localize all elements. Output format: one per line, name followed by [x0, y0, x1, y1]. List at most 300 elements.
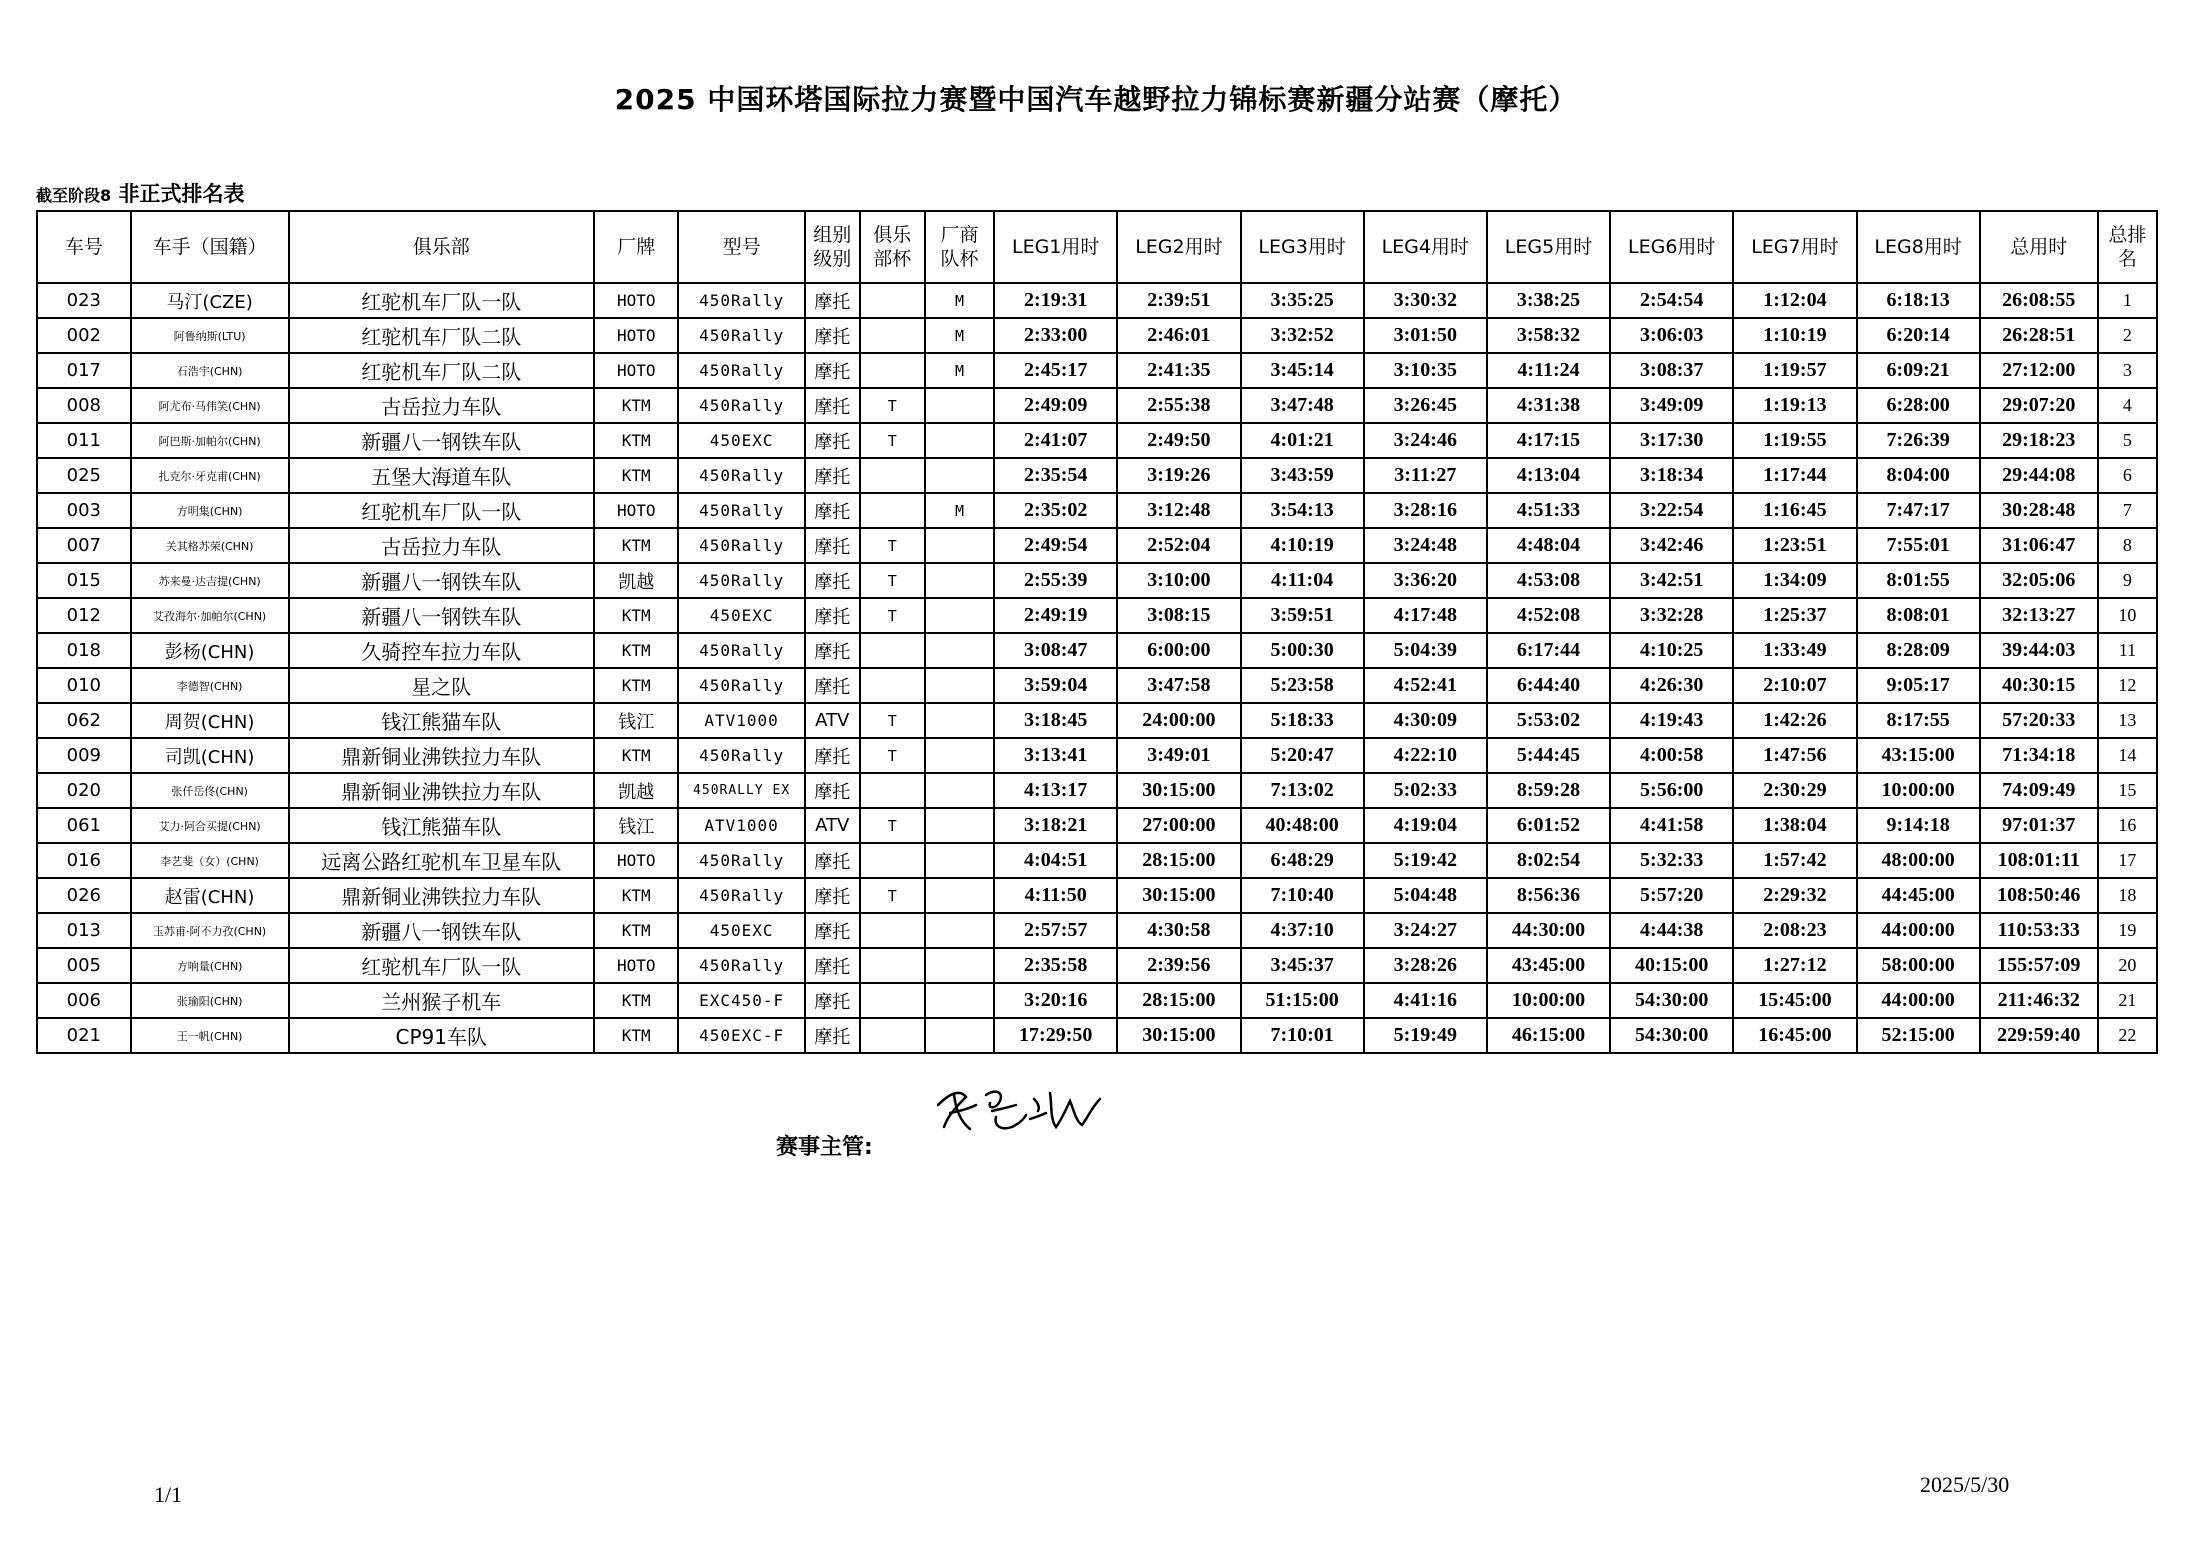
- leg8-cell: 6:09:21: [1857, 353, 1980, 388]
- club-cell: 兰州猴子机车: [289, 983, 594, 1018]
- brand-cell: KTM: [594, 458, 679, 493]
- car-no-cell: 013: [37, 913, 131, 948]
- table-row: [37, 388, 2157, 423]
- rank-cell: 18: [2098, 878, 2157, 913]
- car-no-cell: 026: [37, 878, 131, 913]
- rank-cell: 7: [2098, 493, 2157, 528]
- leg1-cell: 3:59:04: [994, 668, 1117, 703]
- total-cell: 26:08:55: [1980, 283, 2098, 318]
- group-cell: 摩托: [805, 668, 860, 703]
- mfr-team-cell: [925, 458, 994, 493]
- table-row: [37, 283, 2157, 318]
- club-cup-cell: [860, 668, 925, 703]
- rank-cell: 21: [2098, 983, 2157, 1018]
- model-cell: 450EXC: [678, 423, 804, 458]
- club-cell: 鼎新铜业沸铁拉力车队: [289, 773, 594, 808]
- rider-cell: 石浩宇(CHN): [131, 353, 289, 388]
- leg5-cell: 46:15:00: [1487, 1018, 1610, 1053]
- car-no-cell: 023: [37, 283, 131, 318]
- mfr-team-cell: [925, 808, 994, 843]
- leg6-cell: 3:42:51: [1610, 563, 1733, 598]
- leg5-cell: 5:53:02: [1487, 703, 1610, 738]
- leg3-cell: 3:45:37: [1241, 948, 1364, 983]
- rank-cell: 4: [2098, 388, 2157, 423]
- leg7-cell: 1:19:13: [1733, 388, 1856, 423]
- leg8-cell: 8:28:09: [1857, 633, 1980, 668]
- leg3-cell: 3:45:14: [1241, 353, 1364, 388]
- col-leg8: LEG8用时: [1857, 211, 1980, 283]
- table-row: [37, 738, 2157, 773]
- rider-cell: 王一帆(CHN): [131, 1018, 289, 1053]
- leg2-cell: 4:30:58: [1117, 913, 1240, 948]
- leg2-cell: 30:15:00: [1117, 878, 1240, 913]
- model-cell: 450Rally: [678, 353, 804, 388]
- leg4-cell: 5:19:42: [1364, 843, 1487, 878]
- rider-cell: 彭杨(CHN): [131, 633, 289, 668]
- leg3-cell: 5:20:47: [1241, 738, 1364, 773]
- club-cell: 五堡大海道车队: [289, 458, 594, 493]
- leg1-cell: 3:08:47: [994, 633, 1117, 668]
- leg2-cell: 24:00:00: [1117, 703, 1240, 738]
- total-cell: 97:01:37: [1980, 808, 2098, 843]
- leg3-cell: 51:15:00: [1241, 983, 1364, 1018]
- rank-cell: 20: [2098, 948, 2157, 983]
- car-no-cell: 012: [37, 598, 131, 633]
- brand-cell: 钱江: [594, 808, 679, 843]
- mfr-team-cell: [925, 563, 994, 598]
- leg5-cell: 6:01:52: [1487, 808, 1610, 843]
- col-rank-l2: 名: [2117, 248, 2137, 270]
- leg3-cell: 6:48:29: [1241, 843, 1364, 878]
- brand-cell: HOTO: [594, 948, 679, 983]
- leg3-cell: 40:48:00: [1241, 808, 1364, 843]
- group-cell: 摩托: [805, 843, 860, 878]
- leg8-cell: 6:28:00: [1857, 388, 1980, 423]
- leg8-cell: 44:45:00: [1857, 878, 1980, 913]
- rank-cell: 16: [2098, 808, 2157, 843]
- col-leg6: LEG6用时: [1610, 211, 1733, 283]
- model-cell: 450Rally: [678, 493, 804, 528]
- car-no-cell: 003: [37, 493, 131, 528]
- leg1-cell: 3:18:21: [994, 808, 1117, 843]
- model-cell: 450Rally: [678, 388, 804, 423]
- club-cup-cell: T: [860, 808, 925, 843]
- club-cell: 红驼机车厂队一队: [289, 493, 594, 528]
- car-no-cell: 015: [37, 563, 131, 598]
- leg6-cell: 4:26:30: [1610, 668, 1733, 703]
- car-no-cell: 006: [37, 983, 131, 1018]
- col-rank: [2098, 211, 2157, 283]
- model-cell: 450Rally: [678, 528, 804, 563]
- leg6-cell: 4:19:43: [1610, 703, 1733, 738]
- club-cell: 远离公路红驼机车卫星车队: [289, 843, 594, 878]
- leg4-cell: 4:30:09: [1364, 703, 1487, 738]
- model-cell: 450EXC: [678, 598, 804, 633]
- mfr-team-cell: [925, 878, 994, 913]
- group-cell: 摩托: [805, 1018, 860, 1053]
- brand-cell: KTM: [594, 423, 679, 458]
- club-cell: 红驼机车厂队一队: [289, 283, 594, 318]
- leg7-cell: 1:17:44: [1733, 458, 1856, 493]
- leg4-cell: 3:36:20: [1364, 563, 1487, 598]
- model-cell: 450Rally: [678, 878, 804, 913]
- leg2-cell: 2:39:51: [1117, 283, 1240, 318]
- group-cell: 摩托: [805, 318, 860, 353]
- col-mfr-team-l1: 厂商: [940, 224, 979, 246]
- col-group-l2: 级别: [813, 248, 852, 270]
- leg8-cell: 48:00:00: [1857, 843, 1980, 878]
- rider-cell: 艾力·阿合买提(CHN): [131, 808, 289, 843]
- leg7-cell: 2:08:23: [1733, 913, 1856, 948]
- brand-cell: 凯越: [594, 773, 679, 808]
- leg6-cell: 4:44:38: [1610, 913, 1733, 948]
- mfr-team-cell: [925, 388, 994, 423]
- club-cell: 新疆八一钢铁车队: [289, 423, 594, 458]
- leg7-cell: 1:38:04: [1733, 808, 1856, 843]
- col-car-no: 车号: [37, 211, 131, 283]
- leg6-cell: 54:30:00: [1610, 1018, 1733, 1053]
- brand-cell: KTM: [594, 633, 679, 668]
- mfr-team-cell: M: [925, 353, 994, 388]
- club-cup-cell: T: [860, 878, 925, 913]
- col-club: 俱乐部: [289, 211, 594, 283]
- leg4-cell: 3:26:45: [1364, 388, 1487, 423]
- leg4-cell: 3:28:16: [1364, 493, 1487, 528]
- leg4-cell: 3:30:32: [1364, 283, 1487, 318]
- car-no-cell: 009: [37, 738, 131, 773]
- total-cell: 211:46:32: [1980, 983, 2098, 1018]
- page-number: 1/1: [154, 1482, 183, 1507]
- model-cell: 450Rally: [678, 633, 804, 668]
- table-row: [37, 563, 2157, 598]
- club-cell: 鼎新铜业沸铁拉力车队: [289, 878, 594, 913]
- leg7-cell: 2:29:32: [1733, 878, 1856, 913]
- club-cell: 新疆八一钢铁车队: [289, 563, 594, 598]
- leg8-cell: 9:05:17: [1857, 668, 1980, 703]
- club-cup-cell: T: [860, 528, 925, 563]
- leg5-cell: 4:11:24: [1487, 353, 1610, 388]
- leg5-cell: 4:13:04: [1487, 458, 1610, 493]
- leg6-cell: 3:08:37: [1610, 353, 1733, 388]
- leg3-cell: 5:23:58: [1241, 668, 1364, 703]
- brand-cell: KTM: [594, 388, 679, 423]
- leg2-cell: 6:00:00: [1117, 633, 1240, 668]
- club-cup-cell: T: [860, 738, 925, 773]
- leg1-cell: 2:55:39: [994, 563, 1117, 598]
- table-row: [37, 703, 2157, 738]
- rank-cell: 13: [2098, 703, 2157, 738]
- leg8-cell: 58:00:00: [1857, 948, 1980, 983]
- rank-cell: 2: [2098, 318, 2157, 353]
- rider-cell: 扎克尔·牙克甫(CHN): [131, 458, 289, 493]
- car-no-cell: 021: [37, 1018, 131, 1053]
- club-cup-cell: [860, 633, 925, 668]
- mfr-team-cell: [925, 913, 994, 948]
- mfr-team-cell: [925, 983, 994, 1018]
- subtitle: [36, 178, 244, 208]
- leg1-cell: 2:49:09: [994, 388, 1117, 423]
- rider-cell: 李德智(CHN): [131, 668, 289, 703]
- leg1-cell: 2:35:58: [994, 948, 1117, 983]
- leg8-cell: 7:47:17: [1857, 493, 1980, 528]
- rank-cell: 22: [2098, 1018, 2157, 1053]
- leg4-cell: 4:17:48: [1364, 598, 1487, 633]
- total-cell: 57:20:33: [1980, 703, 2098, 738]
- leg2-cell: 30:15:00: [1117, 1018, 1240, 1053]
- brand-cell: KTM: [594, 738, 679, 773]
- leg6-cell: 5:32:33: [1610, 843, 1733, 878]
- leg4-cell: 3:01:50: [1364, 318, 1487, 353]
- leg5-cell: 4:48:04: [1487, 528, 1610, 563]
- leg2-cell: 30:15:00: [1117, 773, 1240, 808]
- brand-cell: HOTO: [594, 283, 679, 318]
- leg7-cell: 1:34:09: [1733, 563, 1856, 598]
- handwritten-signature-icon: [930, 1075, 1110, 1145]
- brand-cell: KTM: [594, 1018, 679, 1053]
- leg1-cell: 4:11:50: [994, 878, 1117, 913]
- mfr-team-cell: M: [925, 493, 994, 528]
- leg3-cell: 4:37:10: [1241, 913, 1364, 948]
- leg6-cell: 54:30:00: [1610, 983, 1733, 1018]
- leg4-cell: 5:04:48: [1364, 878, 1487, 913]
- leg2-cell: 2:52:04: [1117, 528, 1240, 563]
- rider-cell: 张仟岳佟(CHN): [131, 773, 289, 808]
- group-cell: 摩托: [805, 948, 860, 983]
- col-total: 总用时: [1980, 211, 2098, 283]
- leg8-cell: 8:04:00: [1857, 458, 1980, 493]
- table-row: [37, 318, 2157, 353]
- club-cell: 红驼机车厂队二队: [289, 353, 594, 388]
- mfr-team-cell: [925, 598, 994, 633]
- leg6-cell: 3:42:46: [1610, 528, 1733, 563]
- leg4-cell: 5:04:39: [1364, 633, 1487, 668]
- leg6-cell: 4:41:58: [1610, 808, 1733, 843]
- leg2-cell: 2:39:56: [1117, 948, 1240, 983]
- leg4-cell: 3:24:48: [1364, 528, 1487, 563]
- results-table: [36, 210, 2158, 1054]
- total-cell: 108:50:46: [1980, 878, 2098, 913]
- rider-cell: 艾孜海尔·加帕尔(CHN): [131, 598, 289, 633]
- leg6-cell: 40:15:00: [1610, 948, 1733, 983]
- car-no-cell: 007: [37, 528, 131, 563]
- leg2-cell: 3:47:58: [1117, 668, 1240, 703]
- table-row: [37, 983, 2157, 1018]
- club-cup-cell: T: [860, 598, 925, 633]
- total-cell: 29:44:08: [1980, 458, 2098, 493]
- total-cell: 27:12:00: [1980, 353, 2098, 388]
- model-cell: 450Rally: [678, 458, 804, 493]
- col-leg1: LEG1用时: [994, 211, 1117, 283]
- model-cell: 450EXC-F: [678, 1018, 804, 1053]
- total-cell: 29:18:23: [1980, 423, 2098, 458]
- group-cell: 摩托: [805, 493, 860, 528]
- total-cell: 31:06:47: [1980, 528, 2098, 563]
- leg2-cell: 3:19:26: [1117, 458, 1240, 493]
- table-row: [37, 493, 2157, 528]
- col-group-l1: 组别: [813, 224, 852, 246]
- leg6-cell: 5:56:00: [1610, 773, 1733, 808]
- leg1-cell: 2:45:17: [994, 353, 1117, 388]
- rank-cell: 19: [2098, 913, 2157, 948]
- leg6-cell: 5:57:20: [1610, 878, 1733, 913]
- subtitle-main: 非正式排名表: [118, 182, 245, 206]
- mfr-team-cell: M: [925, 283, 994, 318]
- car-no-cell: 017: [37, 353, 131, 388]
- model-cell: 450Rally: [678, 283, 804, 318]
- col-club-cup-l2: 部杯: [873, 248, 912, 270]
- group-cell: 摩托: [805, 773, 860, 808]
- leg2-cell: 3:12:48: [1117, 493, 1240, 528]
- mfr-team-cell: [925, 668, 994, 703]
- signature-label: 赛事主管:: [776, 1135, 873, 1160]
- leg2-cell: 28:15:00: [1117, 843, 1240, 878]
- group-cell: 摩托: [805, 283, 860, 318]
- club-cell: CP91车队: [289, 1018, 594, 1053]
- group-cell: 摩托: [805, 458, 860, 493]
- leg5-cell: 8:59:28: [1487, 773, 1610, 808]
- leg4-cell: 4:52:41: [1364, 668, 1487, 703]
- col-group: [805, 211, 860, 283]
- leg1-cell: 4:04:51: [994, 843, 1117, 878]
- model-cell: 450Rally: [678, 843, 804, 878]
- group-cell: 摩托: [805, 423, 860, 458]
- leg7-cell: 15:45:00: [1733, 983, 1856, 1018]
- leg7-cell: 16:45:00: [1733, 1018, 1856, 1053]
- club-cell: 红驼机车厂队二队: [289, 318, 594, 353]
- group-cell: 摩托: [805, 633, 860, 668]
- col-leg4: LEG4用时: [1364, 211, 1487, 283]
- leg5-cell: 3:58:32: [1487, 318, 1610, 353]
- table-row: [37, 423, 2157, 458]
- leg1-cell: 3:20:16: [994, 983, 1117, 1018]
- leg3-cell: 7:10:01: [1241, 1018, 1364, 1053]
- car-no-cell: 062: [37, 703, 131, 738]
- document-date: 2025/5/30: [1920, 1472, 2010, 1497]
- brand-cell: KTM: [594, 913, 679, 948]
- rank-cell: 14: [2098, 738, 2157, 773]
- document-title: 2025 中国环塔国际拉力赛暨中国汽车越野拉力锦标赛新疆分站赛（摩托）: [614, 83, 1578, 116]
- rider-cell: 阿巴斯·加帕尔(CHN): [131, 423, 289, 458]
- rank-cell: 17: [2098, 843, 2157, 878]
- rider-cell: 马汀(CZE): [131, 283, 289, 318]
- leg5-cell: 44:30:00: [1487, 913, 1610, 948]
- brand-cell: KTM: [594, 983, 679, 1018]
- leg5-cell: 6:17:44: [1487, 633, 1610, 668]
- car-no-cell: 025: [37, 458, 131, 493]
- model-cell: 450EXC: [678, 913, 804, 948]
- mfr-team-cell: [925, 738, 994, 773]
- leg6-cell: 3:18:34: [1610, 458, 1733, 493]
- group-cell: ATV: [805, 808, 860, 843]
- mfr-team-cell: [925, 948, 994, 983]
- leg1-cell: 3:13:41: [994, 738, 1117, 773]
- leg1-cell: 2:33:00: [994, 318, 1117, 353]
- leg5-cell: 8:56:36: [1487, 878, 1610, 913]
- table-row: [37, 1018, 2157, 1053]
- leg3-cell: 3:47:48: [1241, 388, 1364, 423]
- leg6-cell: 3:17:30: [1610, 423, 1733, 458]
- results-body: [37, 283, 2157, 1053]
- brand-cell: HOTO: [594, 353, 679, 388]
- rank-cell: 11: [2098, 633, 2157, 668]
- col-rider: 车手（国籍）: [131, 211, 289, 283]
- leg7-cell: 2:30:29: [1733, 773, 1856, 808]
- leg3-cell: 3:35:25: [1241, 283, 1364, 318]
- leg3-cell: 3:54:13: [1241, 493, 1364, 528]
- car-no-cell: 008: [37, 388, 131, 423]
- rank-cell: 3: [2098, 353, 2157, 388]
- table-row: [37, 878, 2157, 913]
- club-cup-cell: [860, 843, 925, 878]
- club-cup-cell: T: [860, 703, 925, 738]
- col-mfr-team-l2: 队杯: [940, 248, 979, 270]
- leg6-cell: 3:49:09: [1610, 388, 1733, 423]
- table-row: [37, 528, 2157, 563]
- leg8-cell: 7:26:39: [1857, 423, 1980, 458]
- leg1-cell: 2:57:57: [994, 913, 1117, 948]
- leg6-cell: 3:32:28: [1610, 598, 1733, 633]
- leg7-cell: 1:10:19: [1733, 318, 1856, 353]
- rank-cell: 5: [2098, 423, 2157, 458]
- leg7-cell: 2:10:07: [1733, 668, 1856, 703]
- leg5-cell: 4:52:08: [1487, 598, 1610, 633]
- rider-cell: 赵雷(CHN): [131, 878, 289, 913]
- table-row: [37, 913, 2157, 948]
- mfr-team-cell: M: [925, 318, 994, 353]
- group-cell: 摩托: [805, 598, 860, 633]
- club-cup-cell: [860, 318, 925, 353]
- rider-cell: 张瑜阳(CHN): [131, 983, 289, 1018]
- leg5-cell: 43:45:00: [1487, 948, 1610, 983]
- rider-cell: 苏来曼·达吉提(CHN): [131, 563, 289, 598]
- leg8-cell: 8:08:01: [1857, 598, 1980, 633]
- subtitle-stage: 截至阶段8: [36, 186, 112, 205]
- mfr-team-cell: [925, 633, 994, 668]
- leg3-cell: 5:18:33: [1241, 703, 1364, 738]
- leg4-cell: 5:19:49: [1364, 1018, 1487, 1053]
- club-cup-cell: [860, 493, 925, 528]
- leg6-cell: 3:06:03: [1610, 318, 1733, 353]
- model-cell: ATV1000: [678, 703, 804, 738]
- group-cell: 摩托: [805, 563, 860, 598]
- leg1-cell: 2:19:31: [994, 283, 1117, 318]
- leg1-cell: 2:35:02: [994, 493, 1117, 528]
- leg5-cell: 4:51:33: [1487, 493, 1610, 528]
- leg5-cell: 6:44:40: [1487, 668, 1610, 703]
- leg7-cell: 1:23:51: [1733, 528, 1856, 563]
- signature-image: [930, 1075, 1110, 1149]
- rider-cell: 阿鲁纳斯(LTU): [131, 318, 289, 353]
- leg4-cell: 3:28:26: [1364, 948, 1487, 983]
- col-leg7: LEG7用时: [1733, 211, 1856, 283]
- total-cell: 30:28:48: [1980, 493, 2098, 528]
- leg2-cell: 3:49:01: [1117, 738, 1240, 773]
- rank-cell: 10: [2098, 598, 2157, 633]
- leg7-cell: 1:47:56: [1733, 738, 1856, 773]
- club-cell: 红驼机车厂队一队: [289, 948, 594, 983]
- total-cell: 155:57:09: [1980, 948, 2098, 983]
- club-cell: 古岳拉力车队: [289, 528, 594, 563]
- mfr-team-cell: [925, 528, 994, 563]
- col-leg5: LEG5用时: [1487, 211, 1610, 283]
- leg4-cell: 3:11:27: [1364, 458, 1487, 493]
- col-model: 型号: [678, 211, 804, 283]
- club-cup-cell: [860, 458, 925, 493]
- car-no-cell: 061: [37, 808, 131, 843]
- total-cell: 39:44:03: [1980, 633, 2098, 668]
- club-cup-cell: [860, 773, 925, 808]
- club-cell: 新疆八一钢铁车队: [289, 598, 594, 633]
